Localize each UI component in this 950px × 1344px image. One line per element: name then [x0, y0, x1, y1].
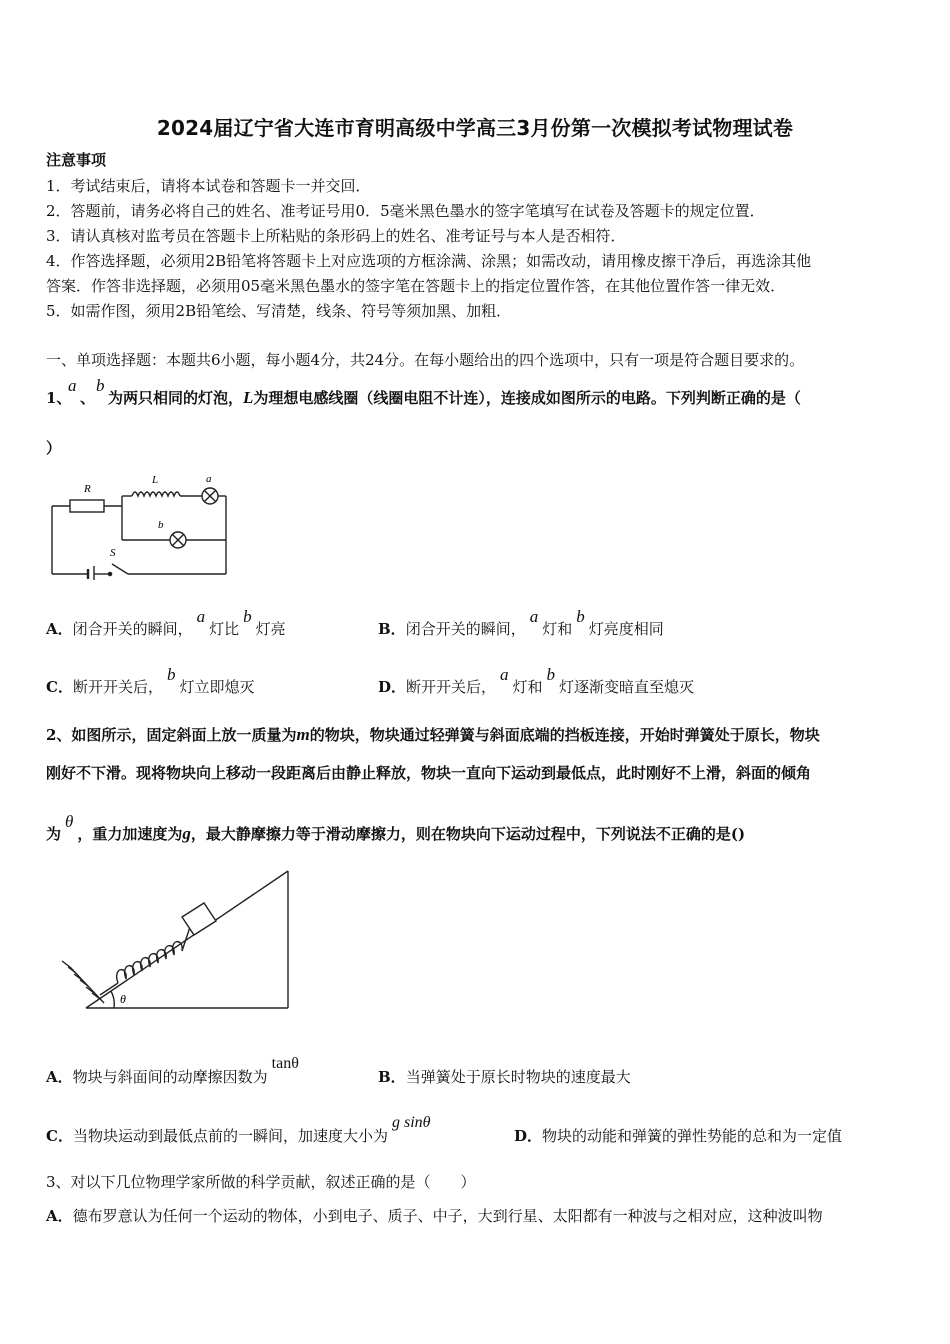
circuit-label-S: S: [110, 547, 116, 559]
q1-option-a-var-1: a: [196, 607, 206, 626]
q2-stem-line-1: [46, 725, 820, 745]
q1-number: 1、: [46, 389, 72, 407]
q2-option-a-label: A．: [46, 1068, 73, 1086]
q1-option-b-text-3: 灯亮度相同: [588, 620, 664, 638]
q2-option-c-math: g sinθ: [391, 1114, 431, 1131]
figure-angle-label: θ: [120, 992, 126, 1006]
q2-stem-line-2: 刚好不下滑。现将物块向上移动一段距离后由静止释放，物块一直向下运动到最低点，此时刚好不上滑，斜面的倾角: [46, 764, 812, 782]
exam-title: 2024届辽宁省大连市育明高级中学高三3月份第一次模拟考试物理试卷: [156, 116, 794, 140]
q2-option-d-label: D．: [514, 1127, 543, 1145]
q2-option-c[interactable]: [46, 1114, 431, 1147]
q3-option-a[interactable]: [46, 1206, 823, 1226]
q1-option-a-text-2: 灯比: [209, 620, 240, 638]
q2-option-b[interactable]: [378, 1067, 631, 1087]
q1-option-b-text-2: 灯和: [542, 620, 573, 638]
circuit-label-R: R: [84, 483, 91, 495]
q1-option-a-label: A．: [46, 620, 73, 638]
q1-option-c-label: C．: [46, 678, 73, 696]
q1-option-b-var-2: b: [576, 607, 585, 626]
q2-text-1b: 的物块，物块通过轻弹簧与斜面底端的挡板连接，开始时弹簧处于原长，物块: [309, 726, 820, 744]
q2-text-3a: 为: [46, 825, 62, 843]
q1-text-2: 为理想电感线圈（线圈电阻不计连），连接成如图所示的电路。下列判断正确的是（: [253, 389, 801, 407]
notice-item-1: 1．考试结束后，请将本试卷和答题卡一并交回．: [46, 177, 371, 195]
q1-option-c-var-1: b: [166, 665, 176, 684]
q1-option-b[interactable]: [378, 607, 664, 639]
q2-text-3c: ，最大静摩擦力等于滑动摩擦力，则在物块向下运动过程中，下列说法不正确的是(): [190, 825, 746, 843]
notice-item-5: 5．如需作图，须用2B铅笔绘、写清楚，线条、符号等须加黑、加粗．: [46, 302, 512, 320]
q1-option-d[interactable]: [378, 665, 695, 697]
q1-option-d-var-2: b: [546, 665, 556, 684]
q3-option-a-label: A．: [46, 1207, 73, 1225]
q2-stem-line-3: [46, 812, 746, 844]
notice-item-3: 3．请认真核对监考员在答题卡上所粘贴的条形码上的姓名、准考证号与本人是否相符．: [46, 227, 626, 245]
notice-item-4-cont: 答案．作答非选择题，必须用05毫米黑色墨水的签字笔在答题卡上的指定位置作答，在其他位置作答一律无效．: [46, 277, 786, 295]
q2-text-3b: ，重力加速度为: [77, 825, 183, 843]
q1-option-c-text-1: 断开开关后，: [72, 678, 163, 696]
q2-text-1a: 2、如图所示，固定斜面上放一质量为: [46, 726, 297, 744]
q1-option-d-label: D．: [378, 678, 407, 696]
q3-stem: 3、对以下几位物理学家所做的科学贡献，叙述正确的是（ ）: [46, 1173, 476, 1191]
q2-var-theta: θ: [65, 812, 74, 831]
q1-option-b-label: B．: [378, 620, 406, 638]
q1-option-d-text-1: 断开开关后，: [406, 678, 497, 696]
q1-option-a[interactable]: [46, 607, 286, 639]
notice-item-2: 2．答题前，请务必将自己的姓名、准考证号用0．5毫米黑色墨水的签字笔填写在试卷及答题卡的规定位置．: [46, 202, 765, 220]
q2-option-c-label: C．: [46, 1127, 73, 1145]
notice-item-4: 4．作答选择题，必须用2B铅笔将答题卡上对应选项的方框涂满、涂黑；如需改动，请用橡皮擦干净后，再选涂其他: [46, 252, 812, 270]
q1-circuit-diagram: [46, 470, 236, 580]
q1-option-c[interactable]: [46, 665, 255, 697]
q2-option-d-text: 物块的动能和弹簧的弹性势能的总和为一定值: [542, 1127, 843, 1145]
q3-option-a-text: 德布罗意认为任何一个运动的物体，小到电子、质子、中子，大到行星、太阳都有一种波与之相对应，这种波叫物: [72, 1207, 823, 1225]
q2-option-a-math: tanθ: [271, 1055, 299, 1072]
q1-option-a-text-1: 闭合开关的瞬间，: [72, 620, 193, 638]
q1-option-b-text-1: 闭合开关的瞬间，: [405, 620, 526, 638]
q2-option-a-text: 物块与斜面间的动摩擦因数为: [72, 1068, 268, 1086]
q2-option-d[interactable]: [514, 1126, 842, 1146]
q1-var-b: b: [96, 376, 105, 395]
q1-option-d-var-1: a: [500, 665, 509, 684]
q2-incline-diagram: [56, 865, 316, 1015]
q1-separator: 、: [80, 389, 96, 407]
q1-option-c-text-2: 灯立即熄灭: [179, 678, 255, 696]
q2-option-c-text: 当物块运动到最低点前的一瞬间，加速度大小为: [72, 1127, 388, 1145]
q1-option-a-var-2: b: [243, 607, 252, 626]
q2-option-a[interactable]: [46, 1055, 299, 1088]
q1-var-a: a: [68, 376, 77, 395]
q1-option-d-text-2: 灯和: [512, 678, 543, 696]
q2-option-b-label: B．: [378, 1068, 406, 1086]
section-heading: 一、单项选择题：本题共6小题，每小题4分，共24分。在每小题给出的四个选项中，只有一项是符合题目要求的。: [46, 351, 805, 369]
q1-option-a-text-3: 灯亮: [255, 620, 286, 638]
circuit-label-L: L: [152, 474, 159, 486]
q1-close-paren: ）: [46, 439, 62, 457]
q1-option-d-text-3: 灯逐渐变暗直至熄灭: [559, 678, 695, 696]
circuit-label-a: a: [206, 473, 212, 485]
q2-var-m: m: [296, 725, 310, 744]
notice-heading: 注意事项: [46, 151, 107, 169]
q1-var-L: L: [243, 388, 254, 407]
circuit-label-b: b: [158, 519, 164, 531]
q1-text-1: 为两只相同的灯泡，: [108, 389, 244, 407]
q2-option-b-text: 当弹簧处于原长时物块的速度最大: [405, 1068, 631, 1086]
q1-option-b-var-1: a: [529, 607, 539, 626]
q2-var-g: g: [182, 824, 191, 843]
q1-stem-line: [108, 388, 801, 408]
